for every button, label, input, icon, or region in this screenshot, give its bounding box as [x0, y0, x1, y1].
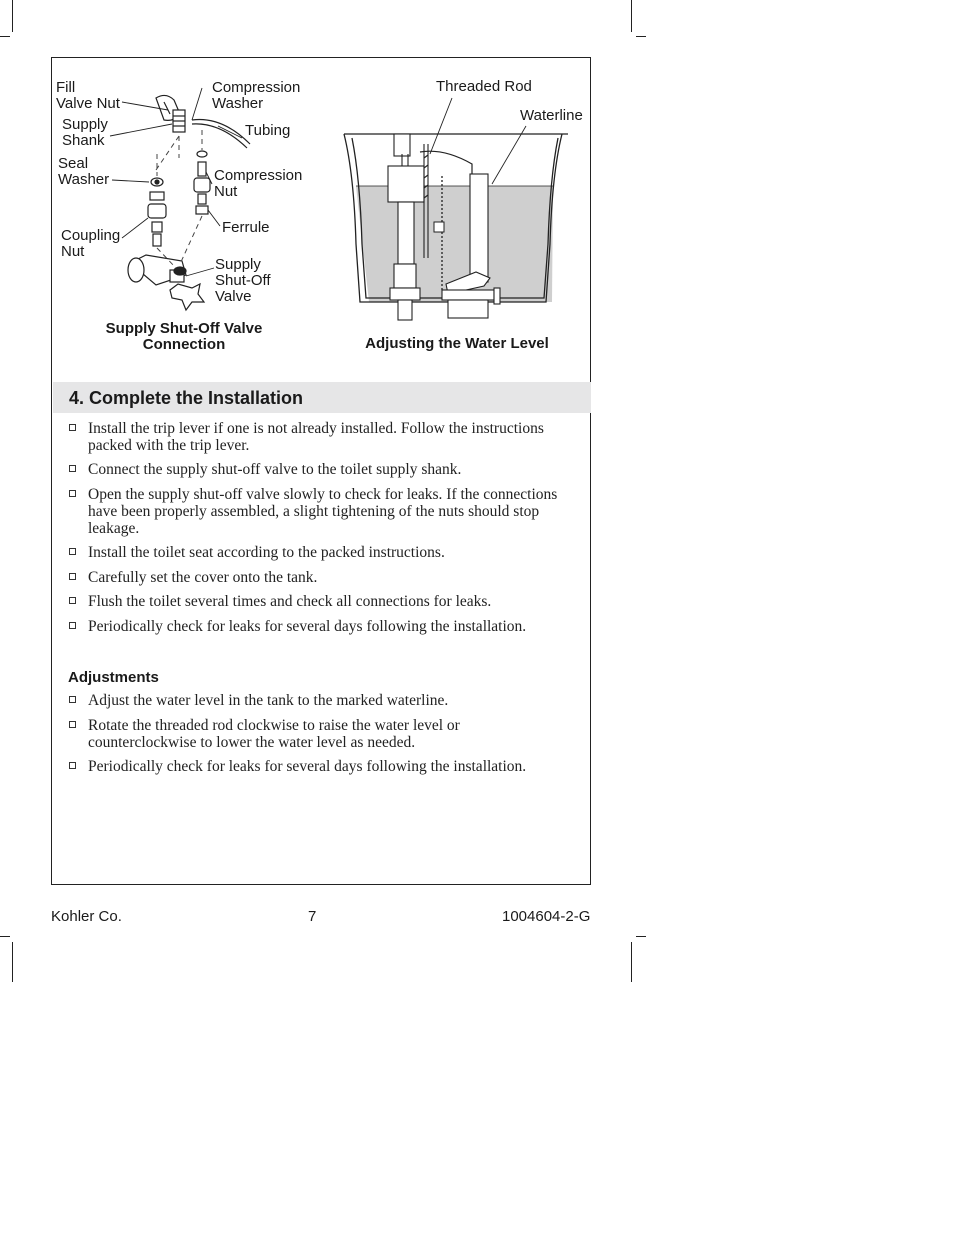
checkbox-icon	[69, 597, 76, 604]
crop-mark	[636, 36, 646, 37]
crop-mark	[12, 942, 13, 982]
checkbox-icon	[69, 622, 76, 629]
checkbox-icon	[69, 696, 76, 703]
label-seal-washer: Seal Washer	[58, 155, 110, 188]
label-waterline: Waterline	[520, 107, 583, 124]
label-compression-washer: Compression Washer	[212, 79, 301, 112]
label-supply-shank: Supply Shank	[62, 116, 108, 149]
list-item: Flush the toilet several times and check all connections for leaks.	[68, 593, 568, 610]
list-item: Install the trip lever if one is not already installed. Follow the instructions packed with the trip lever.	[68, 420, 568, 454]
section-title: 4. Complete the Installation	[69, 388, 304, 408]
adjustments-heading: Adjustments	[68, 669, 159, 686]
list-item: Carefully set the cover onto the tank.	[68, 569, 568, 586]
label-compression-nut: Compression Nut	[214, 167, 303, 200]
section-header	[53, 382, 591, 413]
tank-water-level-illustration	[52, 58, 592, 338]
footer-doc-number: 1004604-2-G	[502, 908, 591, 925]
list-item: Connect the supply shut-off valve to the toilet supply shank.	[68, 461, 568, 478]
footer-page-number: 7	[308, 908, 317, 925]
label-coupling-nut: Coupling Nut	[61, 227, 121, 260]
crop-mark	[636, 936, 646, 937]
list-item: Open the supply shut-off valve slowly to check for leaks. If the connections have been properly assembled, a slight tightening of the nuts should stop leakage.	[68, 486, 568, 537]
label-ferrule: Ferrule	[222, 219, 270, 236]
list-item: Adjust the water level in the tank to the marked waterline.	[68, 692, 568, 709]
checkbox-icon	[69, 548, 76, 555]
checkbox-icon	[69, 573, 76, 580]
crop-mark	[0, 36, 10, 37]
checkbox-icon	[69, 721, 76, 728]
list-item: Rotate the threaded rod clockwise to raise the water level or counterclockwise to lower the water level as needed.	[68, 717, 568, 751]
footer-company: Kohler Co.	[51, 908, 122, 925]
label-tubing: Tubing	[245, 122, 291, 139]
label-supply-shutoff-valve: Supply Shut-Off Valve	[215, 256, 271, 305]
installation-steps	[68, 420, 568, 635]
content-panel	[51, 57, 591, 885]
checkbox-icon	[69, 424, 76, 431]
crop-mark	[12, 0, 13, 32]
label-threaded-rod: Threaded Rod	[436, 78, 532, 95]
crop-mark	[631, 942, 632, 982]
caption-water-level: Adjusting the Water Level	[365, 335, 549, 352]
crop-mark	[631, 0, 632, 32]
list-item: Install the toilet seat according to the packed instructions.	[68, 544, 568, 561]
checkbox-icon	[69, 762, 76, 769]
checkbox-icon	[69, 490, 76, 497]
crop-mark	[0, 936, 10, 937]
label-fill-valve-nut: Fill Valve Nut	[56, 79, 120, 112]
list-item: Periodically check for leaks for several days following the installation.	[68, 758, 568, 775]
checkbox-icon	[69, 465, 76, 472]
caption-valve-connection: Supply Shut-Off Valve Connection	[105, 320, 263, 353]
list-item: Periodically check for leaks for several days following the installation.	[68, 618, 568, 635]
adjustments-list	[68, 692, 568, 775]
